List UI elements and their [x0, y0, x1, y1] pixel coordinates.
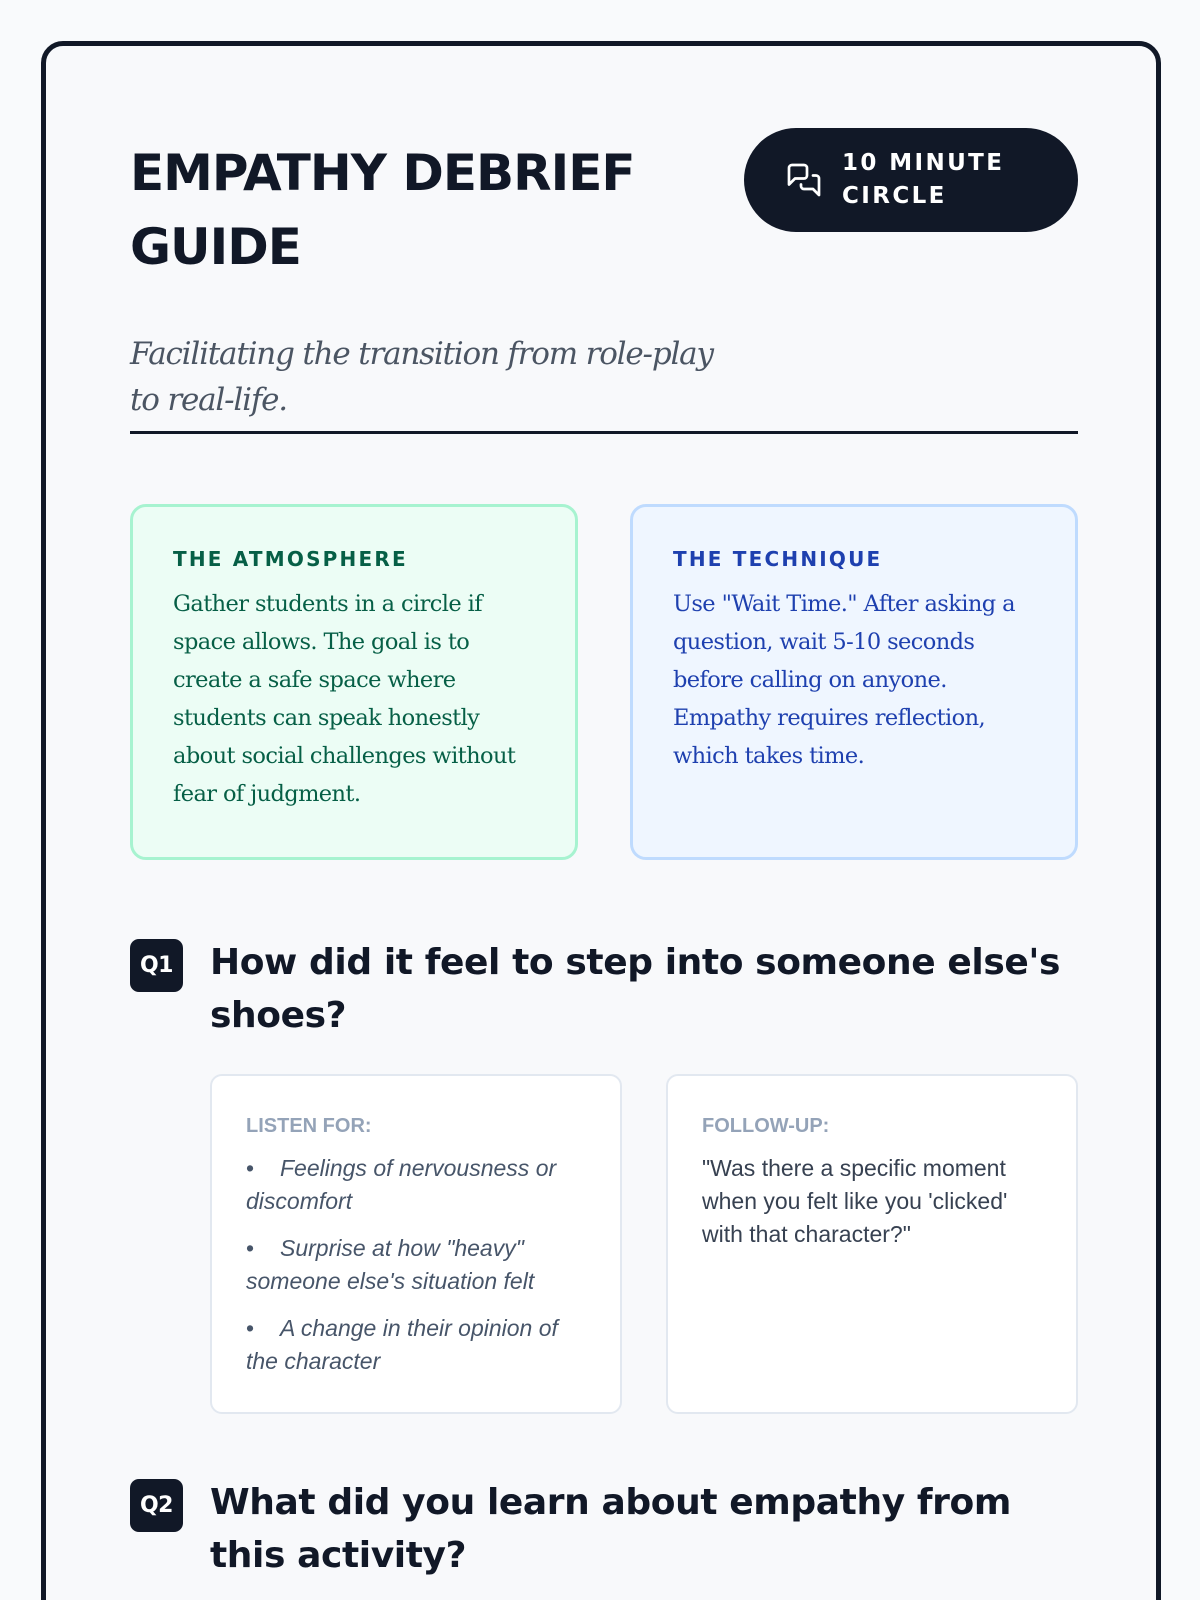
technique-tip-label: THE TECHNIQUE — [673, 547, 883, 571]
atmosphere-tip-label: THE ATMOSPHERE — [173, 547, 408, 571]
question-2-number: Q2 — [130, 1479, 183, 1532]
question-2-title: What did you learn about empathy from this activity? — [210, 1482, 1011, 1576]
duration-badge — [744, 128, 1078, 232]
follow-up-card — [666, 1074, 1078, 1414]
chat-bubbles-icon — [786, 162, 822, 198]
duration-badge-label: 10 MINUTE CIRCLE — [842, 150, 1005, 209]
follow-up-label: FOLLOW-UP: — [702, 1115, 830, 1137]
follow-up-text: "Was there a specific moment when you felt like you 'clicked' with that character?" — [702, 1155, 1008, 1247]
list-item: • A change in their opinion of the character — [246, 1315, 558, 1374]
header-divider — [130, 431, 1078, 434]
atmosphere-tip-body: Gather students in a circle if space allows. The goal is to create a safe space where students can speak honestly about social challenges without fear of judgment. — [173, 591, 516, 807]
technique-tip — [630, 504, 1078, 860]
technique-tip-body: Use "Wait Time." After asking a question, wait 5-10 seconds before calling on anyone. Empathy requires reflection, which takes time. — [673, 591, 1015, 769]
guide-card — [41, 41, 1161, 1600]
page-subtitle: Facilitating the transition from role-play to real-life. — [130, 336, 713, 418]
listen-for-list — [246, 1152, 586, 1378]
list-item: • Surprise at how "heavy" someone else's situation felt — [246, 1235, 535, 1294]
list-item: • Feelings of nervousness or discomfort — [246, 1155, 557, 1214]
page-title: EMPATHY DEBRIEF GUIDE — [130, 144, 635, 276]
question-1-number: Q1 — [130, 939, 183, 992]
atmosphere-tip — [130, 504, 578, 860]
listen-for-label: LISTEN FOR: — [246, 1115, 372, 1137]
listen-for-card — [210, 1074, 622, 1414]
question-1-title: How did it feel to step into someone else's shoes? — [210, 942, 1061, 1036]
